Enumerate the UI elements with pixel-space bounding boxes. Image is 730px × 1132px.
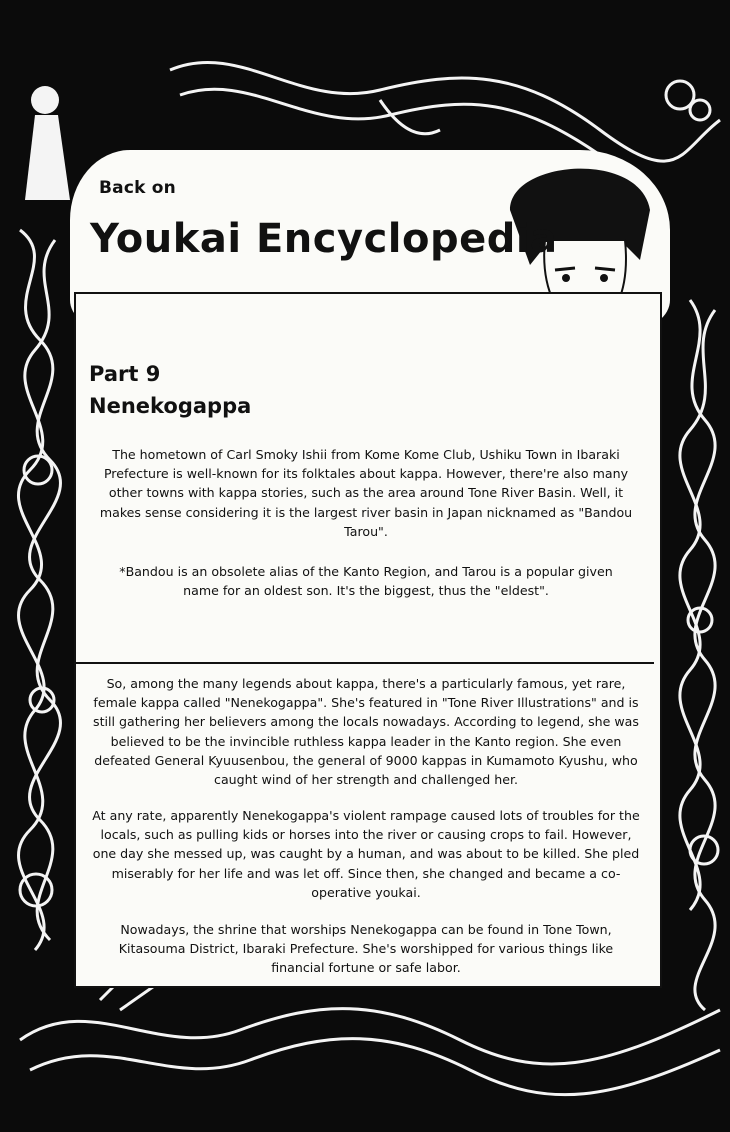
part-number: Part 9 [89,362,161,386]
entry-name: Nenekogappa [89,394,252,418]
paragraph-rampage: At any rate, apparently Nenekogappa's violent rampage caused lots of troubles for the locals, such as pulling kids or horses into the river or causing crops to fail. However, one day she messed up, was caught by a human, and was about to be killed. She pled miserably for her life and was let off. Since then, she changed and became a co-operative youkai. [92,808,640,900]
paragraph-footnote: *Bandou is an obsolete alias of the Kanto Region, and Tarou is a popular given name for an oldest son. It's the biggest, thus the "eldest". [119,564,613,599]
paragraph-shrine: Nowadays, the shrine that worships Nenekogappa can be found in Tone Town, Kitasouma District, Ibaraki Prefecture. She's worshipped for various things like financial fortune or safe labor. [118,922,614,976]
paragraph-intro: The hometown of Carl Smoky Ishii from Kome Kome Club, Ushiku Town in Ibaraki Prefecture is well-known for its folktales about kappa. However, there're also many other towns with kappa stories, such as the area around Tone River Basin. Well, it makes sense considering it is the largest river basin in Japan nicknamed as "Bandou Tarou". [99,447,633,539]
right-pillar-ornament [680,300,718,1010]
section-divider [76,662,654,664]
left-pillar-ornament [18,230,60,950]
top-left-spirit-figure [25,86,70,200]
page-title: Youkai Encyclopedia [90,216,558,262]
paragraph-legend: So, among the many legends about kappa, there's a particularly famous, yet rare, female kappa called "Nenekogappa". She's featured in "Tone River Illustrations" and is still gathering her believers among the locals nowadays. According to legend, she was believed to be the invincible ruthless kappa leader in the Kanto region. She even defeated General Kyuusenbou, the general of 9000 kappas in Kumamoto Kyushu, who caught wind of her strength and challenged her. [93,676,639,788]
header-kicker: Back on [99,178,176,198]
